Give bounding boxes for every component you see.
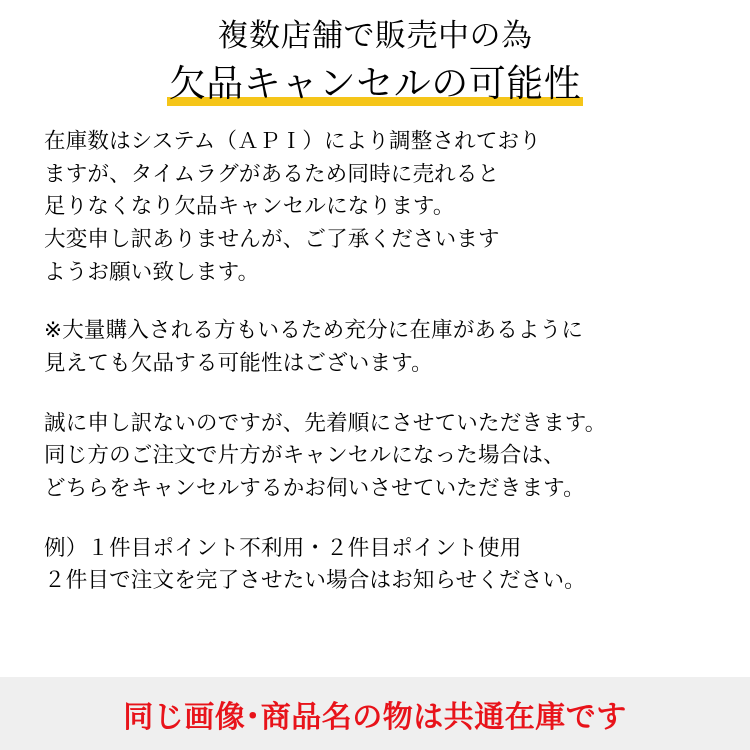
footer-banner-text: 同じ画像･商品名の物は共通在庫です — [123, 699, 627, 735]
paragraph-line: ２件目で注文を完了させたい場合はお知らせください。 — [44, 568, 586, 594]
paragraph-line: ※大量購入される方もいるため充分に在庫があるように — [44, 318, 584, 344]
page-heading — [0, 0, 750, 108]
paragraph-line: ようお願い致します。 — [44, 259, 260, 285]
paragraph-stock-api-notice — [44, 126, 706, 289]
paragraph-line: 見えても欠品する可能性はございます。 — [44, 350, 433, 376]
paragraph-line: 足りなくなり欠品キャンセルになります。 — [44, 194, 455, 220]
paragraph-line: 同じ方のご注文で片方がキャンセルになった場合は、 — [44, 443, 565, 469]
heading-line-2-container — [169, 60, 582, 108]
heading-line-2: 欠品キャンセルの可能性 — [168, 61, 582, 105]
paragraph-example-notice — [44, 533, 706, 598]
paragraph-line: どちらをキャンセルするかお伺いさせていただきます。 — [44, 475, 585, 501]
paragraph-line: ますが、タイムラグがあるため同時に売れると — [44, 161, 500, 187]
heading-line-1: 複数店舗で販売中の為 — [217, 18, 533, 54]
paragraph-line: 誠に申し訳ないのですが、先着順にさせていただきます。 — [44, 410, 607, 436]
paragraph-line: 在庫数はシステム（ＡＰＩ）により調整されており — [44, 128, 541, 154]
notice-body — [0, 108, 750, 598]
paragraph-line: 大変申し訳ありませんが、ご了承くださいます — [44, 226, 500, 252]
paragraph-first-come-notice — [44, 408, 706, 506]
footer-banner — [0, 677, 750, 750]
paragraph-line: 例）１件目ポイント不利用・２件目ポイント使用 — [44, 535, 522, 561]
paragraph-bulk-purchase-notice — [44, 315, 706, 380]
